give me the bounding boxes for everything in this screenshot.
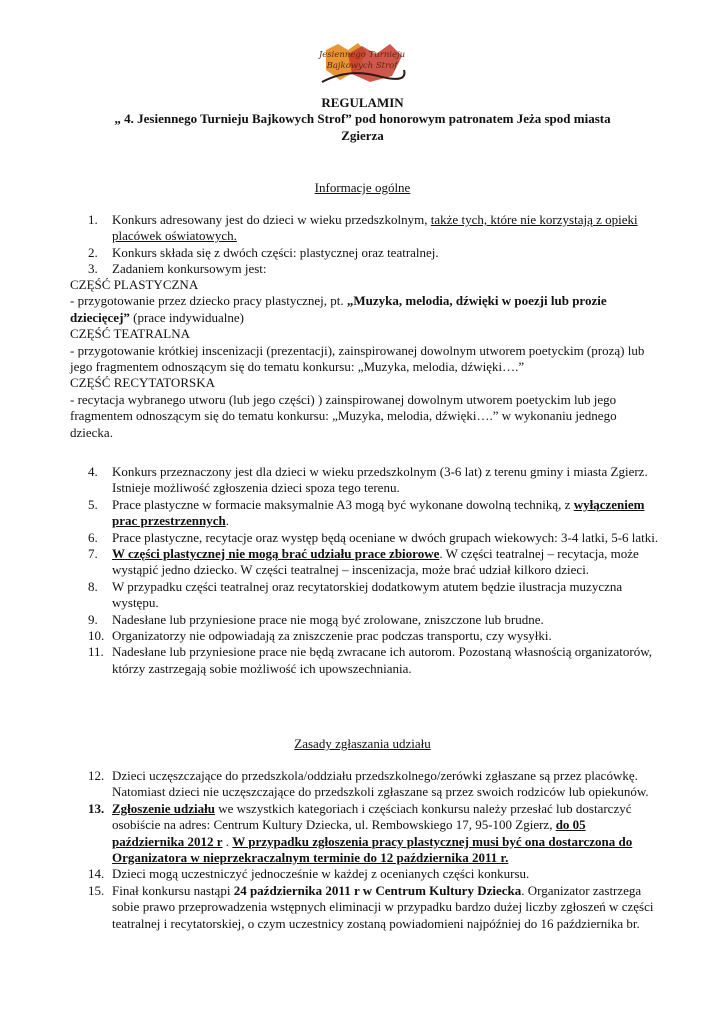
contest-logo <box>318 40 406 84</box>
section-heading-registration: Zasady zgłaszania udziału <box>294 736 431 751</box>
item-text: Zadaniem konkursowym jest: <box>112 261 267 277</box>
list-registration <box>70 768 660 932</box>
contest-parts <box>70 277 660 441</box>
item-number: 8. <box>88 578 98 594</box>
item-number: 13. <box>88 800 105 816</box>
list-item <box>70 261 660 277</box>
item-text: Organizatorzy nie odpowiadają za zniszczenie prac podczas transportu, czy wysyłki. <box>112 628 552 644</box>
item-text-emphasis: W przypadku zgłoszenia pracy plastycznej musi być ona dostarczona do Organizatora w nieprzekraczalnym terminie do 12 października 2011 r. <box>112 833 633 866</box>
item-number: 6. <box>88 529 98 545</box>
bold-title: „Muzyka, melodia, dźwięki w poezji lub prozie dziecięcej” <box>70 293 607 325</box>
item-text: Prace plastyczne, recytacje oraz występ będą oceniane w dwóch grupach wiekowych: 3-4 latki, 5-6 latki. <box>112 529 659 545</box>
item-text-emphasis: W części plastycznej nie mogą brać udziału prace zbiorowe <box>112 546 440 562</box>
list-item <box>70 644 660 677</box>
item-text-underlined: także tych, które nie korzystają z opieki placówek oświatowych. <box>112 212 638 244</box>
item-text: W przypadku części teatralnej oraz recytatorskiej dodatkowym atutem będzie ilustracja muzyczna występu. <box>112 578 623 611</box>
deadline-date: do 05 października 2012 r <box>112 817 586 849</box>
list-item <box>70 245 660 261</box>
part-theatre-label: CZĘŚĆ TEATRALNA <box>70 326 191 342</box>
part-theatre-text: - przygotowanie krótkiej inscenizacji (prezentacji), zainspirowanej dowolnym utworem poetyckim (prozą) lub jego fragmentem odnoszącym się do tematu konkursu: „Muzyka, melodia, dźwięki….” <box>70 342 645 375</box>
list-item <box>70 628 660 644</box>
list-item <box>70 866 660 882</box>
logo-line-1: Jesiennego Turnieju <box>318 50 406 60</box>
item-text: Dzieci uczęszczające do przedszkola/oddziału przedszkolnego/zerówki zgłaszane są przez placówkę. Natomiast dzieci nie uczęszczające do przedszkoli zgłaszane są przez swoich rodziców lub opiekunów. <box>112 768 649 800</box>
logo-line-2: Bajkowych Strof <box>326 61 398 71</box>
item-number: 4. <box>88 464 98 479</box>
item-text: Prace plastyczne w formacie maksymalnie A3 mogą być wykonane dowolną techniką, z <box>112 496 574 512</box>
list-item <box>70 530 660 546</box>
item-text: Dzieci mogą uczestniczyć jednocześnie w każdej z ocenianych części konkursu. <box>112 866 530 882</box>
logo-graphic <box>318 40 406 84</box>
list-item <box>70 883 660 932</box>
subtitle-line-2: Zgierza <box>341 127 384 143</box>
item-text: Nadesłane lub przyniesione prace nie będą zwracane ich autorom. Pozostaną własnością organizatorów, którzy zastrzegają sobie możliwość ich upowszechniania. <box>112 644 653 676</box>
list-item <box>70 212 660 245</box>
item-number: 15. <box>88 882 105 898</box>
item-text: . <box>222 833 233 849</box>
list-item <box>70 768 660 801</box>
item-number: 2. <box>88 244 98 260</box>
item-text: we wszystkich kategoriach i częściach konkursu należy przesłać lub dostarczyć osobiście na adres: Centrum Kultury Dziecka, ul. Rembowskiego 17, 95-100 Zgierz, <box>112 800 632 833</box>
item-text: . Organizator zastrzega sobie prawo przeprowadzenia wstępnych eliminacji w przypadku bardzo dużej liczby zgłoszeń w części teatralnej i recytatorskiej, o czym uczestnicy zostaną powiadomieni najpóźniej do 16 października br. <box>112 882 654 931</box>
item-text: Konkurs przeznaczony jest dla dzieci w wieku przedszkolnym (3-6 lat) z terenu gminy i miasta Zgierz. Istnieje możliwość zgłoszenia dzieci spoza tego terenu. <box>112 464 648 496</box>
item-number: 12. <box>88 768 105 783</box>
item-number: 10. <box>88 628 105 644</box>
item-number: 11. <box>88 644 104 660</box>
text: - przygotowanie przez dziecko pracy plastycznej, pt. <box>70 293 347 309</box>
list-general-4-11 <box>70 464 660 677</box>
item-text: . W części teatralnej – recytacja, może wystąpić jedno dziecko. W części teatralnej – inscenizacja, może brać udział kilkoro dzieci. <box>112 546 639 578</box>
item-number: 1. <box>88 212 98 227</box>
list-item <box>70 546 660 579</box>
part-recitation-text: - recytacja wybranego utworu (lub jego części) ) zainspirowanej dowolnym utworem poetyckim lub jego fragmentem odnoszącym się do tematu konkursu: „Muzyka, melodia, dźwięki….” w wykonaniu jednego dziecka. <box>70 391 617 440</box>
part-plastic-label: CZĘŚĆ PLASTYCZNA <box>70 277 199 292</box>
part-plastic-text <box>70 293 660 326</box>
item-text: . <box>225 513 229 529</box>
item-number: 7. <box>88 546 98 562</box>
item-text: Konkurs składa się z dwóch części: plastycznej oraz teatralnej. <box>112 244 439 260</box>
item-number: 3. <box>88 261 98 277</box>
section-heading-general: Informacje ogólne <box>314 180 411 195</box>
item-text: Konkurs adresowany jest do dzieci w wieku przedszkolnym, <box>112 212 431 227</box>
item-text: Finał konkursu nastąpi <box>112 882 234 898</box>
item-text: Nadesłane lub przyniesione prace nie mogą być zrolowane, zniszczone lub brudne. <box>112 611 544 627</box>
final-date: 24 października 2011 r w Centrum Kultury Dziecka <box>233 882 522 898</box>
list-item <box>70 612 660 628</box>
list-item <box>70 497 660 530</box>
title: REGULAMIN <box>321 95 404 110</box>
item-number: 5. <box>88 496 98 512</box>
list-item <box>70 464 660 497</box>
item-text-emphasis: Zgłoszenie udziału <box>112 800 215 816</box>
text: (prace indywidualne) <box>129 309 244 325</box>
part-recitation-label: CZĘŚĆ RECYTATORSKA <box>70 375 215 391</box>
item-number: 14. <box>88 866 105 882</box>
list-general-1-3 <box>70 212 660 278</box>
item-text-emphasis: wyłączeniem prac przestrzennych <box>112 496 645 529</box>
list-item <box>70 801 660 867</box>
subtitle-line-1: „ 4. Jesiennego Turnieju Bajkowych Strof” pod honorowym patronatem Jeża spod miasta <box>114 111 611 127</box>
document-title <box>70 95 655 144</box>
list-item <box>70 579 660 612</box>
item-number: 9. <box>88 611 98 627</box>
